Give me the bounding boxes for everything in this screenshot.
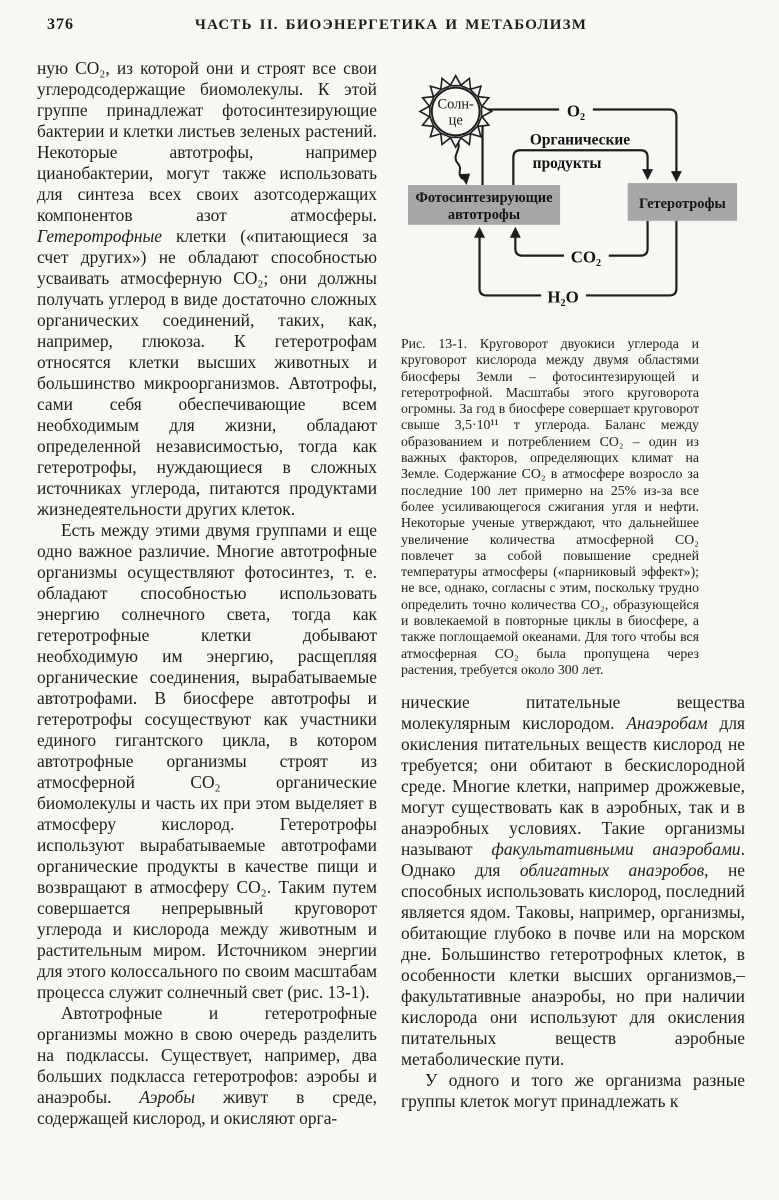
italic-term: облигатных анаэробов bbox=[519, 860, 705, 881]
italic-term: факультативными анаэробами bbox=[491, 839, 741, 860]
page-header bbox=[37, 16, 745, 38]
italic-term: Аэробы bbox=[139, 1087, 196, 1107]
sunlight-arrowhead bbox=[459, 174, 470, 185]
text-run: У одного и того же организма разные группы клеток могут принадлежать к bbox=[401, 1070, 745, 1112]
autotrophs-label-line1: Фотосинтезирующие bbox=[415, 189, 553, 206]
heterotrophs-box bbox=[628, 183, 737, 221]
co2-arrowhead bbox=[510, 227, 521, 238]
paragraph bbox=[37, 1003, 377, 1129]
italic-term: Гетеротрофные bbox=[37, 226, 162, 246]
running-title: ЧАСТЬ II. БИОЭНЕРГЕТИКА И МЕТАБОЛИЗМ bbox=[194, 17, 588, 33]
text-run: клетки («питающиеся за счет других») не обладают способностью усваивать атмосферную CO₂; они должны получать углерод в виде достаточно сложных органических соединений, таких, как, например, глюкоза. К гетеротрофам относятся клетки высших животных и большинство микроорганизмов. Автотрофы, сами себя обеспечивающие всем необходимым для жизни, обладают определенной независимостью, тогда как гетеротрофы, нуждающиеся в сложных источниках углерода, питаются продуктами жизнедеятельности других клеток. bbox=[37, 226, 377, 519]
carbon-oxygen-cycle-diagram bbox=[401, 58, 749, 330]
o2-label: O₂ bbox=[566, 101, 586, 121]
paragraph bbox=[401, 692, 745, 1070]
organic-products-arrowhead bbox=[642, 169, 653, 180]
heterotrophs-label: Гетеротрофы bbox=[639, 195, 726, 212]
paragraph bbox=[401, 1070, 745, 1112]
text-run: живут в среде, содержащей кислород, и окисляют орга- bbox=[37, 1087, 378, 1128]
text-run: Автотрофные и гетеротрофные организмы можно в свою очередь разделить на подклассы. Существует, например, два больших подкласса гетеротрофов: аэробы и анаэробы. bbox=[37, 1003, 377, 1107]
organic-products-label-line2: продукты bbox=[532, 155, 602, 173]
right-column bbox=[401, 58, 745, 1200]
two-column-layout bbox=[37, 58, 745, 1200]
left-column bbox=[37, 58, 377, 1200]
text-run: Есть между этими двумя группами и еще одно важное различие. Многие автотрофные организмы осуществляют фотосинтез, т. е. обладают способностью использовать энергию солнечного света, тогда как гетеротрофные клетки добывают необходимую им энергию, расщепляя органические соединения, вырабатываемые автотрофами. В биосфере автотрофы и гетеротрофы сосуществуют как участники единого гигантского цикла, в котором автотрофные организмы строят из атмосферной CO₂ органические биомолекулы и часть их при этом выделяет в атмосферу кислород. Гетеротрофы используют вырабатываемые автотрофами органические продукты в качестве пищи и возвращают в атмосферу CO₂. Таким путем совершается непрерывный круговорот углерода и кислорода между животным и растительным миром. Источником энергии для этого колоссального по своим масштабам процесса служит солнечный свет (рис. 13-1). bbox=[37, 520, 377, 1002]
autotrophs-box bbox=[408, 185, 560, 225]
text-run: . Однако для bbox=[401, 839, 745, 881]
figure-caption: Рис. 13-1. Круговорот двуокиси углерода и круговорот кислорода между двумя областями биосферы Земли – фотосинтезирующей и гетеротрофной. Масштабы этого круговорота огромны. За год в биосфере совершает круговорот свыше 3,5·10¹¹ т углерода. Баланс между образованием и потреблением CO₂ – один из важных факторов, определяющих климат на Земле. Содержание CO₂ в атмосфере возросло за последние 100 лет примерно на 25% из-за все более усиливающегося сжигания угля и нефти. Некоторые ученые утверждают, что дальнейшее увеличение количества атмосферной CO₂ повлечет за собой повышение средней температуры атмосферы («парниковый эффект»); не все, однако, согласны с этим, поскольку трудно определить точно количества CO₂, образующейся и вовлекаемой в повторные циклы в биосфере, а также поглощаемой океанами. Для того чтобы вся атмосферная CO₂ была пропущена через растения, требуется около 300 лет. bbox=[401, 336, 699, 677]
figure-13-1 bbox=[401, 58, 745, 330]
text-run: нические питательные вещества молекулярным кислородом. bbox=[401, 692, 745, 734]
organic-products-label-line1: Органические bbox=[529, 131, 631, 149]
h2o-label: H₂O bbox=[547, 287, 579, 307]
paragraph bbox=[37, 520, 377, 1003]
sun-label-line1: Солн- bbox=[437, 96, 474, 113]
page-number: 376 bbox=[47, 16, 74, 33]
text-run: ную CO₂, из которой они и строят все свои углеродсодержащие биомолекулы. К этой группе принадлежат фотосинтезирующие бактерии и клетки листьев зеленых растений. Некоторые автотрофы, например цианобактерии, могут также использовать для синтеза всех своих азотсодержащих компонентов азот атмосферы. bbox=[37, 58, 377, 225]
autotrophs-label-line2: автотрофы bbox=[447, 206, 521, 223]
o2-arrowhead bbox=[671, 171, 682, 182]
italic-term: Анаэробам bbox=[626, 713, 708, 734]
sun-icon bbox=[420, 76, 492, 148]
paragraph bbox=[37, 58, 377, 520]
text-run: , не способных использовать кислород, последний является ядом. Таковы, например, организмы, обитающие глубоко в почве или на морском дне. Большинство гетеротрофных клеток, в особенности клетки высших организмов,– факультативные анаэробы, но при наличии кислорода они используют для окисления питательных веществ аэробные метаболические пути. bbox=[401, 860, 745, 1070]
text-run: для окисления питательных веществ кислород не требуется; они обитают в бескислородной среде. Многие клетки, например дрожжевые, могут существовать как в аэробных, так и в анаэробных условиях. Такие организмы называют bbox=[401, 713, 746, 860]
co2-label: CO₂ bbox=[570, 247, 602, 267]
h2o-arrowhead bbox=[474, 227, 485, 238]
right-column-text bbox=[401, 692, 745, 1112]
sun-label-line2: це bbox=[448, 112, 463, 129]
